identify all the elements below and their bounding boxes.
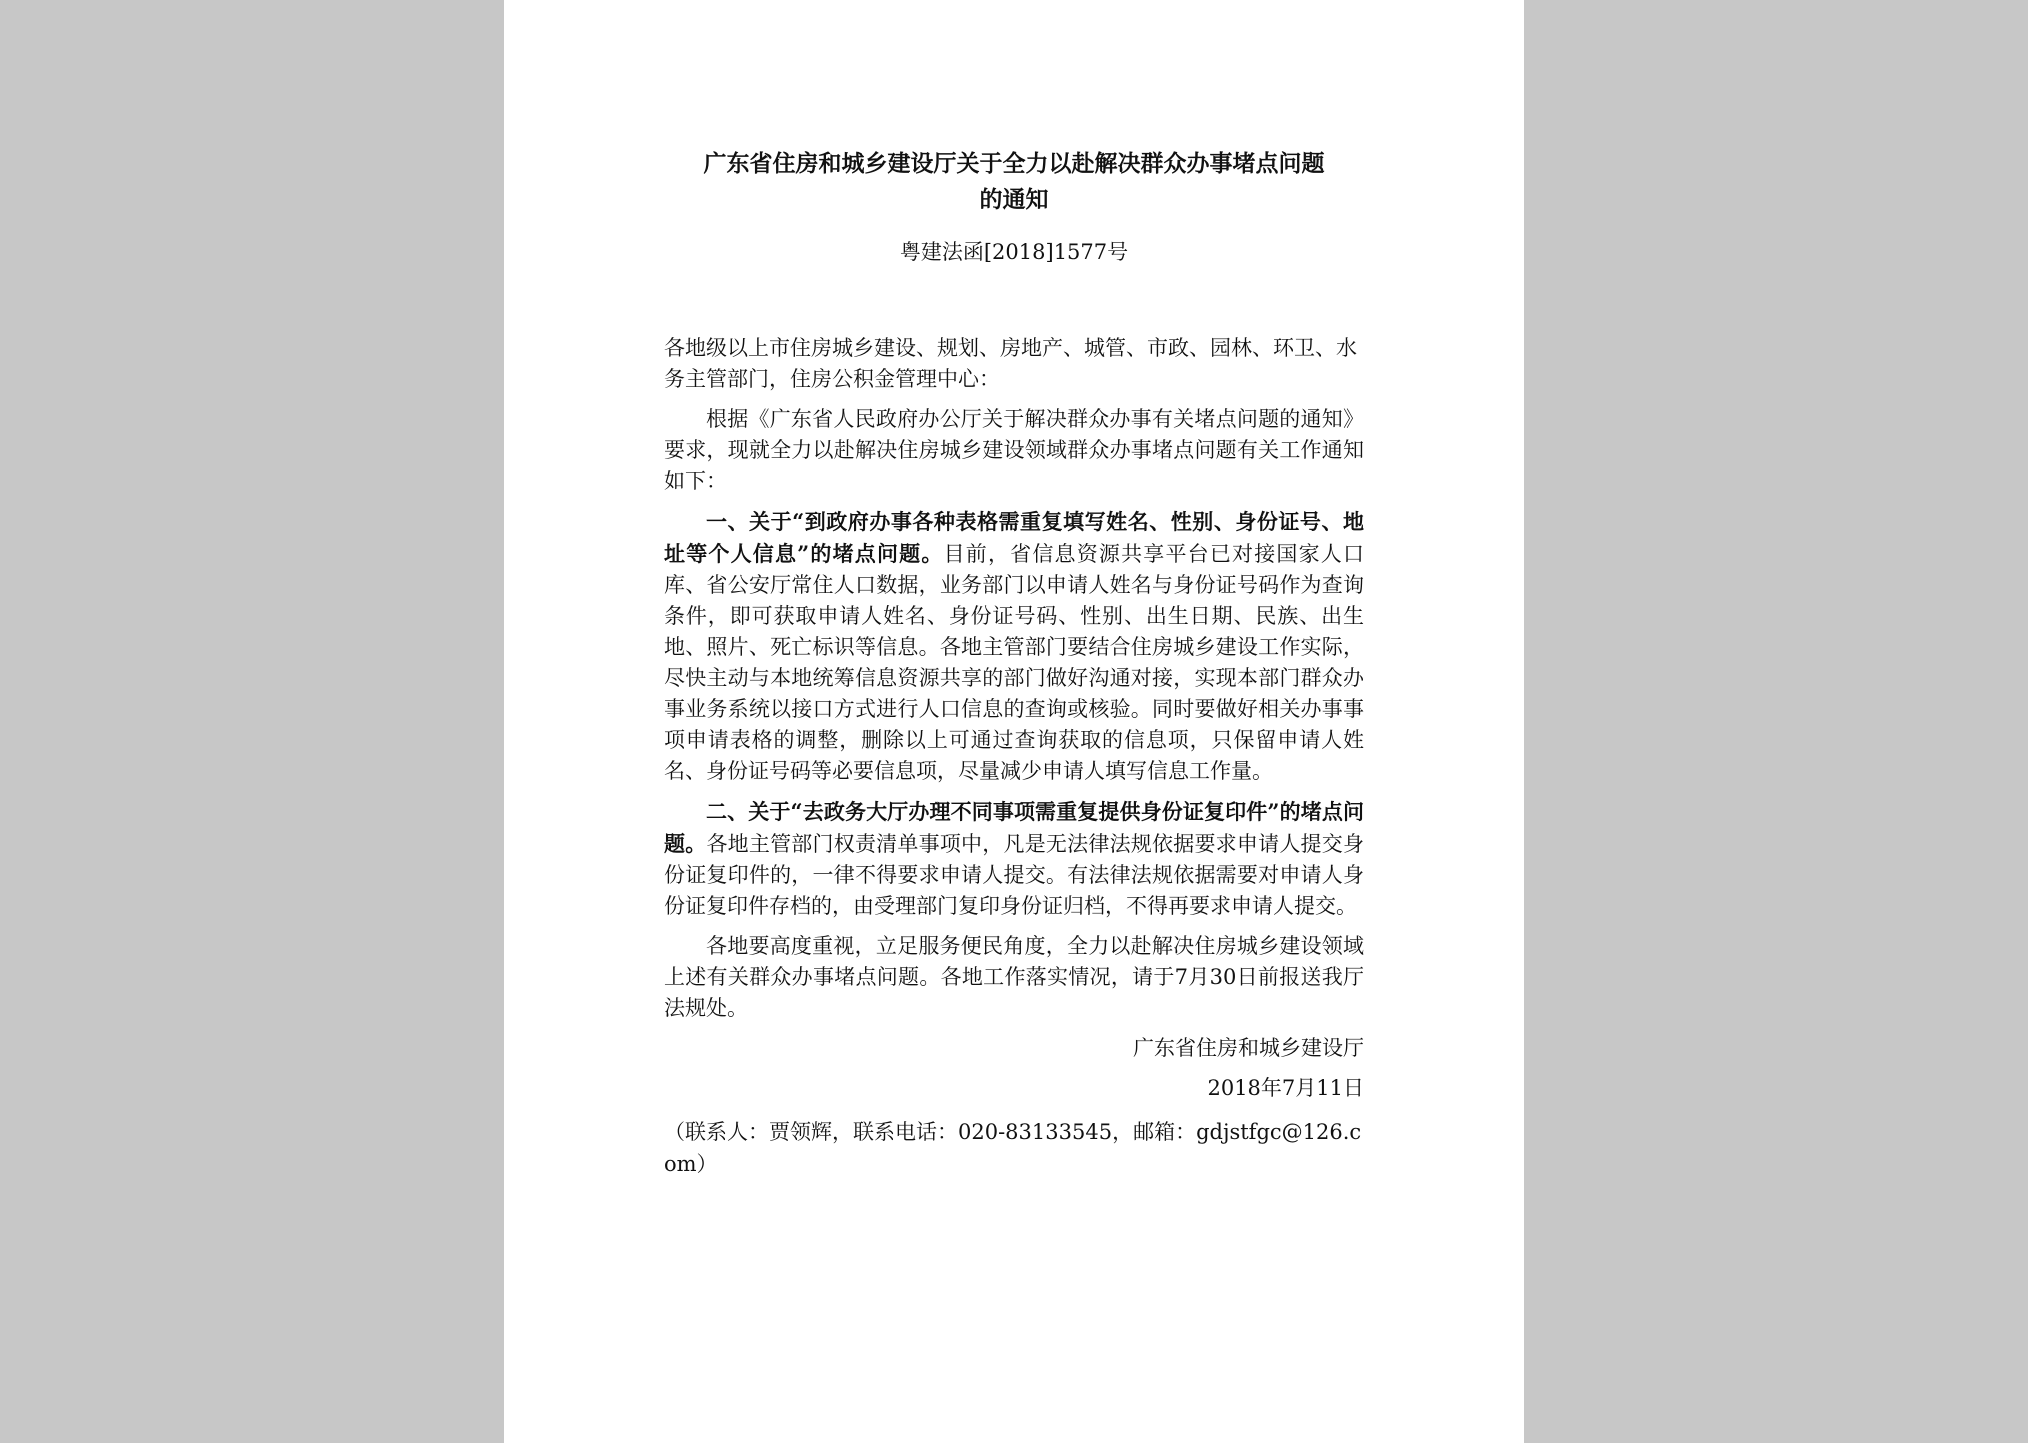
issue-date: 2018年7月11日 [1207, 1076, 1364, 1100]
document-page [504, 0, 1524, 1443]
closing-paragraph: 各地要高度重视，立足服务便民角度，全力以赴解决住房城乡建设领域上述有关群众办事堵点问题。各地工作落实情况，请于7月30日前报送我厅法规处。 [664, 934, 1364, 1020]
item-1-paragraph [664, 506, 1364, 787]
document-title [664, 146, 1364, 218]
item-2-body: 各地主管部门权责清单事项中，凡是无法律法规依据要求申请人提交身份证复印件的，一律不得要求申请人提交。有法律法规依据需要对申请人身份证复印件存档的，由受理部门复印身份证归档，不得再要求申请人提交。 [664, 832, 1364, 918]
item-1-body: 目前，省信息资源共享平台已对接国家人口库、省公安厅常住人口数据，业务部门以申请人姓名与身份证号码作为查询条件，即可获取申请人姓名、身份证号码、性别、出生日期、民族、出生地、照片、死亡标识等信息。各地主管部门要结合住房城乡建设工作实际，尽快主动与本地统筹信息资源共享的部门做好沟通对接，实现本部门群众办事业务系统以接口方式进行人口信息的查询或核验。同时要做好相关办事事项申请表格的调整，删除以上可通过查询获取的信息项，只保留申请人姓名、身份证号码等必要信息项，尽量减少申请人填写信息工作量。 [664, 542, 1364, 783]
item-2-paragraph [664, 796, 1364, 922]
addressee: 各地级以上市住房城乡建设、规划、房地产、城管、市政、园林、环卫、水务主管部门，住房公积金管理中心： [664, 336, 1357, 391]
item-2-heading: 二、关于“去政务大厅办理不同事项需重复提供身份证复印件”的堵点问题。 [664, 799, 1364, 856]
document-number: 粤建法函[2018]1577号 [899, 240, 1129, 264]
document-content [664, 146, 1364, 1180]
intro-paragraph: 根据《广东省人民政府办公厅关于解决群众办事有关堵点问题的通知》要求，现就全力以赴解决住房城乡建设领域群众办事堵点问题有关工作通知如下： [664, 407, 1364, 493]
title-line-2: 的通知 [979, 186, 1049, 213]
item-1-heading: 一、关于“到政府办事各种表格需重复填写姓名、性别、身份证号、地址等个人信息”的堵点问题。 [664, 509, 1364, 566]
contact-info: （联系人：贾领辉，联系电话：020-83133545，邮箱：gdjstfgc@126.com） [664, 1120, 1362, 1176]
signer: 广东省住房和城乡建设厅 [1133, 1036, 1364, 1060]
title-line-1: 广东省住房和城乡建设厅关于全力以赴解决群众办事堵点问题 [703, 150, 1325, 177]
